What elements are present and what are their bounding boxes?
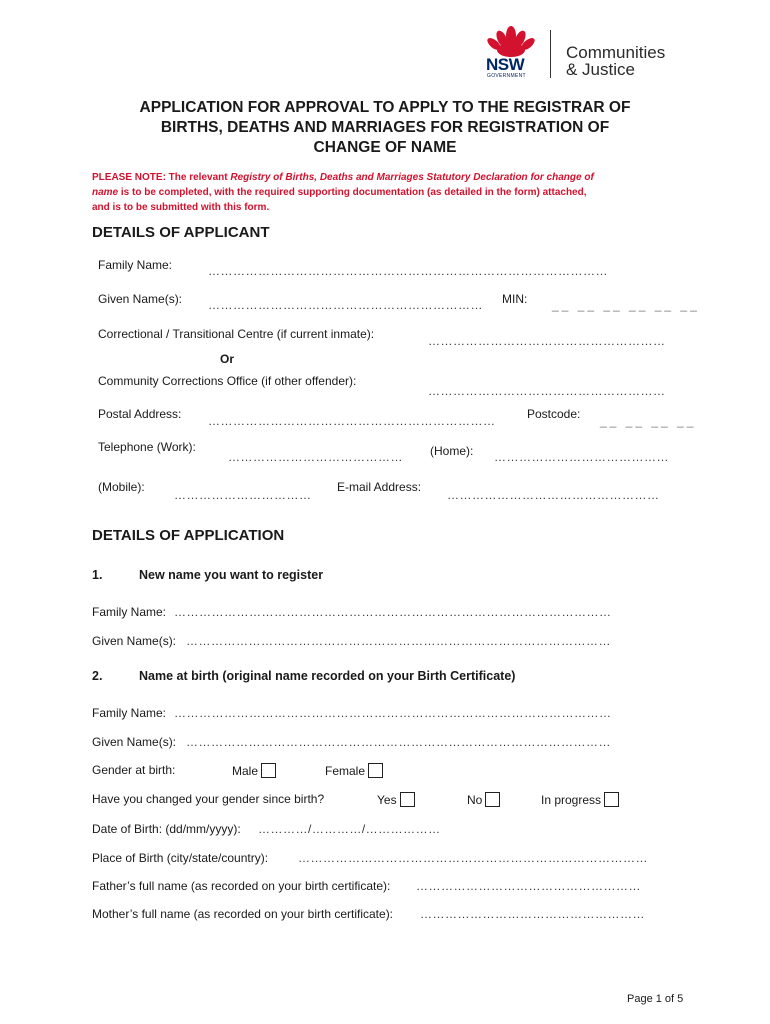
mother-field[interactable]: ……………………………………………… xyxy=(420,907,645,921)
q1-number: 1. xyxy=(92,568,103,582)
brand-line-1: Communities xyxy=(566,43,666,62)
q2-title: Name at birth (original name recorded on your Birth Certificate) xyxy=(139,669,516,683)
family-name-field[interactable]: …………………………………………………………………………………… xyxy=(208,264,608,278)
changed-gender-label: Have you changed your gender since birth? xyxy=(92,792,325,806)
q2-given-label: Given Name(s): xyxy=(92,735,177,749)
title-line-3: CHANGE OF NAME xyxy=(313,139,457,156)
or-label: Or xyxy=(220,352,235,366)
given-names-field[interactable]: ………………………………………………………… xyxy=(208,298,483,312)
page-number: Page 1 of 5 xyxy=(627,993,684,1005)
changed-in-progress-option[interactable] xyxy=(541,792,619,807)
form-title xyxy=(0,98,770,158)
mobile-label: (Mobile): xyxy=(98,480,145,494)
yes-checkbox[interactable] xyxy=(400,792,415,807)
dob-label: Date of Birth: (dd/mm/yyyy): xyxy=(92,822,241,836)
q2-given-field[interactable]: ………………………………………………………………………………………… xyxy=(186,735,611,749)
postcode-field[interactable]: __ __ __ __ xyxy=(600,414,697,428)
male-checkbox[interactable] xyxy=(261,763,276,778)
female-checkbox[interactable] xyxy=(368,763,383,778)
postal-label: Postal Address: xyxy=(98,407,182,421)
brand-line-2: & Justice xyxy=(566,60,635,79)
email-label: E-mail Address: xyxy=(337,480,422,494)
in-progress-label: In progress xyxy=(541,793,602,807)
application-heading: DETAILS OF APPLICATION xyxy=(92,527,285,544)
pob-field[interactable]: ………………………………………………………………………… xyxy=(298,851,648,865)
title-line-2: BIRTHS, DEATHS AND MARRIAGES FOR REGISTRATION OF xyxy=(160,119,610,136)
given-names-label: Given Name(s): xyxy=(98,292,183,306)
no-checkbox[interactable] xyxy=(485,792,500,807)
nsw-logo xyxy=(484,24,540,80)
postal-field[interactable]: …………………………………………………………… xyxy=(208,414,496,428)
mobile-field[interactable]: …………………………… xyxy=(174,488,312,502)
logo-divider xyxy=(550,30,551,78)
q1-family-field[interactable]: …………………………………………………………………………………………… xyxy=(174,605,612,619)
changed-yes-option[interactable] xyxy=(377,792,415,807)
tel-work-label: Telephone (Work): xyxy=(98,440,196,454)
q1-given-field[interactable]: ………………………………………………………………………………………… xyxy=(186,634,611,648)
changed-no-option[interactable] xyxy=(467,792,500,807)
community-label: Community Corrections Office (if other offender): xyxy=(98,374,357,388)
q2-family-label: Family Name: xyxy=(92,706,167,720)
email-field[interactable]: …………………………………………… xyxy=(447,488,660,502)
title-line-1: APPLICATION FOR APPROVAL TO APPLY TO THE REGISTRAR OF xyxy=(139,99,631,116)
note-italic-1: Registry of Births, Deaths and Marriages Statutory Declaration for change of xyxy=(230,172,594,183)
postcode-label: Postcode: xyxy=(527,407,581,421)
gender-female-option[interactable] xyxy=(325,763,383,778)
male-label: Male xyxy=(232,764,259,778)
in-progress-checkbox[interactable] xyxy=(604,792,619,807)
applicant-heading: DETAILS OF APPLICANT xyxy=(92,224,270,241)
mother-label: Mother’s full name (as recorded on your birth certificate): xyxy=(92,907,394,921)
government-wordmark: GOVERNMENT xyxy=(487,73,526,79)
note-rest-1: is to be completed, with the required supporting documentation (as detailed in the form) attached, xyxy=(118,187,587,198)
min-label: MIN: xyxy=(502,292,528,306)
gender-label: Gender at birth: xyxy=(92,763,176,777)
family-name-label: Family Name: xyxy=(98,258,173,272)
home-label: (Home): xyxy=(430,444,474,458)
q1-title: New name you want to register xyxy=(139,568,324,582)
waratah-icon xyxy=(486,24,536,58)
home-field[interactable]: …………………………………… xyxy=(494,450,669,464)
please-note xyxy=(92,170,692,215)
gender-male-option[interactable] xyxy=(232,763,276,778)
q2-number: 2. xyxy=(92,669,103,683)
note-italic-2: name xyxy=(92,187,119,198)
note-rest-2: and is to be submitted with this form. xyxy=(92,202,270,213)
tel-work-field[interactable]: …………………………………… xyxy=(228,450,403,464)
min-field[interactable]: __ __ __ __ __ __ xyxy=(552,298,700,312)
q1-given-label: Given Name(s): xyxy=(92,634,177,648)
q1-family-label: Family Name: xyxy=(92,605,167,619)
father-label: Father’s full name (as recorded on your birth certificate): xyxy=(92,879,391,893)
pob-label: Place of Birth (city/state/country): xyxy=(92,851,269,865)
community-field[interactable]: ………………………………………………… xyxy=(428,384,666,398)
q2-family-field[interactable]: …………………………………………………………………………………………… xyxy=(174,706,612,720)
yes-label: Yes xyxy=(377,793,397,807)
female-label: Female xyxy=(325,764,366,778)
correctional-label: Correctional / Transitional Centre (if current inmate): xyxy=(98,327,375,341)
father-field[interactable]: ……………………………………………… xyxy=(416,879,641,893)
nsw-wordmark: NSW xyxy=(486,55,525,74)
no-label: No xyxy=(467,793,483,807)
correctional-field[interactable]: ………………………………………………… xyxy=(428,334,666,348)
dob-field[interactable]: …………/…………/……………… xyxy=(258,822,441,836)
note-prefix: PLEASE NOTE: The relevant xyxy=(92,172,231,183)
